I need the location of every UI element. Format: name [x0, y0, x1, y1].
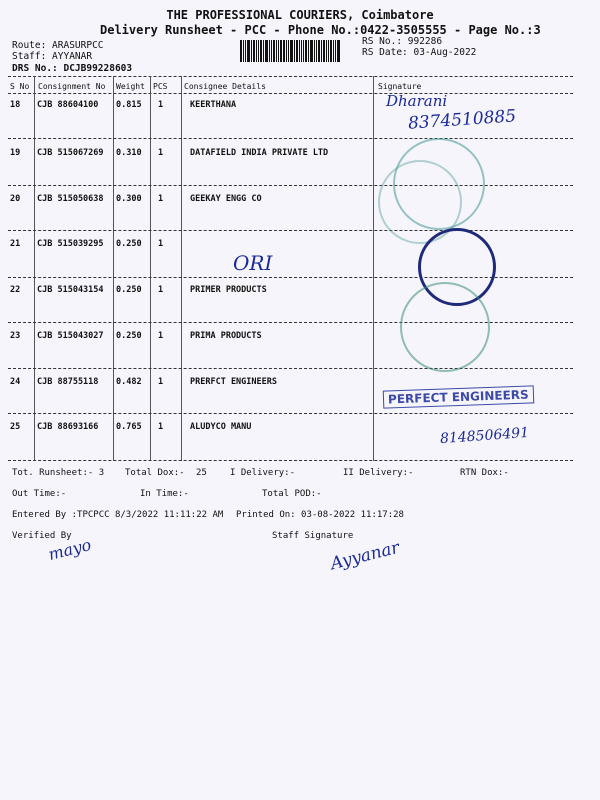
- barcode-bar: [318, 40, 320, 62]
- row-pcs: 1: [158, 422, 164, 432]
- row-consignment: CJB 88693166: [37, 422, 99, 432]
- staff-signature: Ayyanar: [328, 537, 402, 575]
- barcode-bar: [316, 40, 317, 62]
- row-weight: 0.300: [116, 194, 142, 204]
- barcode-bar: [245, 40, 246, 62]
- out-time: Out Time:-: [12, 489, 67, 499]
- barcode-bar: [278, 40, 279, 62]
- col-divider: [34, 76, 35, 461]
- barcode-bar: [271, 40, 272, 62]
- rs-number: RS No.: 992286: [362, 36, 443, 47]
- col-sno-header: S No: [10, 82, 30, 91]
- table-row: [0, 285, 600, 299]
- drs-number: DRS No.: DCJB99228603: [12, 63, 133, 74]
- barcode-bar: [301, 40, 302, 62]
- route-label: Route: ARASURPCC: [12, 40, 104, 51]
- barcode-bar: [263, 40, 264, 62]
- barcode-bar: [299, 40, 300, 62]
- row-weight: 0.482: [116, 377, 142, 387]
- row-consignment: CJB 88755118: [37, 377, 99, 387]
- table-row: [0, 331, 600, 345]
- barcode-bar: [310, 40, 313, 62]
- row-weight: 0.815: [116, 100, 142, 110]
- row-weight: 0.310: [116, 148, 142, 158]
- row-sno: 20: [10, 194, 21, 204]
- barcode-bar: [294, 40, 295, 62]
- ii-delivery: II Delivery:-: [343, 468, 414, 478]
- barcode-bar: [240, 40, 242, 62]
- tot-runsheet: Tot. Runsheet:- 3: [12, 468, 105, 478]
- barcode-bar: [265, 40, 268, 62]
- in-time: In Time:-: [140, 489, 189, 499]
- barcode-bar: [283, 40, 285, 62]
- row-consignee: GEEKAY ENGG CO: [190, 194, 262, 204]
- barcode: [240, 40, 354, 62]
- barcode-bar: [286, 40, 287, 62]
- i-delivery: I Delivery:-: [230, 468, 296, 478]
- printed-on: Printed On: 03-08-2022 11:17:28: [236, 510, 404, 520]
- row-consignment: CJB 515043027: [37, 331, 104, 341]
- staff-signature-label: Staff Signature: [272, 531, 354, 541]
- row-weight: 0.250: [116, 331, 142, 341]
- barcode-bar: [326, 40, 327, 62]
- col-divider: [113, 76, 114, 461]
- barcode-bar: [321, 40, 322, 62]
- row21-note: ORI: [233, 251, 273, 275]
- staff-label: Staff: AYYANAR: [12, 51, 93, 62]
- total-dox-label: Total Dox:-: [125, 468, 185, 478]
- rs-date: RS Date: 03-Aug-2022: [362, 47, 477, 58]
- col-signature-header: Signature: [378, 82, 422, 91]
- row-consignment: CJB 88604100: [37, 100, 99, 110]
- barcode-bar: [253, 40, 255, 62]
- col-pcs-header: PCS: [153, 82, 168, 91]
- barcode-bar: [273, 40, 275, 62]
- barcode-bar: [333, 40, 334, 62]
- company-seal-stamp: [400, 282, 490, 372]
- row-pcs: 1: [158, 194, 164, 204]
- row25-phone: 8148506491: [439, 424, 530, 448]
- col-divider: [150, 76, 151, 461]
- row-consignment: CJB 515043154: [37, 285, 104, 295]
- barcode-bar: [328, 40, 329, 62]
- table-bottom-rule: [8, 460, 573, 461]
- barcode-bar: [296, 40, 298, 62]
- verified-by-label: Verified By: [12, 531, 72, 541]
- rtn-dox: RTN Dox:-: [460, 468, 509, 478]
- row-consignee: DATAFIELD INDIA PRIVATE LTD: [190, 148, 329, 158]
- total-dox-value: 25: [196, 468, 207, 478]
- barcode-bar: [251, 40, 252, 62]
- row-consignment: CJB 515050638: [37, 194, 104, 204]
- barcode-bar: [323, 40, 325, 62]
- row-sno: 22: [10, 285, 21, 295]
- row-sno: 24: [10, 377, 21, 387]
- row-weight: 0.250: [116, 239, 142, 249]
- col-weight-header: Weight: [116, 82, 145, 91]
- table-row: [0, 239, 600, 253]
- barcode-bar: [303, 40, 304, 62]
- row-consignment: CJB 515039295: [37, 239, 104, 249]
- entered-by: Entered By :TPCPCC 8/3/2022 11:11:22 AM: [12, 510, 224, 520]
- row-sno: 23: [10, 331, 21, 341]
- row18-phone: 8374510885: [407, 106, 517, 134]
- col-consignment-header: Consignment No: [38, 82, 106, 91]
- row-weight: 0.765: [116, 422, 142, 432]
- barcode-bar: [288, 40, 289, 62]
- document-subtitle: Delivery Runsheet - PCC - Phone No.:0422-3505555 - Page No.:3: [100, 23, 541, 37]
- barcode-bar: [308, 40, 309, 62]
- row-sno: 25: [10, 422, 21, 432]
- row18-signature: Dharani: [386, 92, 448, 110]
- row-sno: 19: [10, 148, 21, 158]
- row-consignee: KEERTHANA: [190, 100, 237, 110]
- barcode-bar: [243, 40, 244, 62]
- row-pcs: 1: [158, 285, 164, 295]
- row-rule: [8, 413, 573, 414]
- row-rule: [8, 230, 573, 231]
- barcode-bar: [337, 40, 340, 62]
- barcode-bar: [247, 40, 250, 62]
- barcode-bar: [330, 40, 332, 62]
- barcode-bar: [256, 40, 257, 62]
- row-pcs: 1: [158, 331, 164, 341]
- col-consignee-header: Consignee Details: [184, 82, 266, 91]
- barcode-bar: [269, 40, 270, 62]
- row-sno: 18: [10, 100, 21, 110]
- row-pcs: 1: [158, 377, 164, 387]
- row-sno: 21: [10, 239, 21, 249]
- total-pod: Total POD:-: [262, 489, 322, 499]
- table-row: [0, 194, 600, 208]
- table-row: [0, 148, 600, 162]
- barcode-bar: [276, 40, 277, 62]
- row-consignee: PRIMER PRODUCTS: [190, 285, 267, 295]
- row-rule: [8, 368, 573, 369]
- table-header-rule: [8, 93, 573, 94]
- table-top-rule: [8, 76, 573, 77]
- barcode-bar: [290, 40, 293, 62]
- row-pcs: 1: [158, 239, 164, 249]
- barcode-bar: [305, 40, 307, 62]
- row-consignee: PRIMA PRODUCTS: [190, 331, 262, 341]
- row-consignment: CJB 515067269: [37, 148, 104, 158]
- col-divider: [181, 76, 182, 461]
- barcode-bar: [258, 40, 259, 62]
- document-title: THE PROFESSIONAL COURIERS, Coimbatore: [166, 8, 434, 22]
- col-divider: [373, 76, 374, 461]
- perfect-engineers-stamp: PERFECT ENGINEERS: [383, 385, 534, 408]
- row-consignee: ALUDYCO MANU: [190, 422, 252, 432]
- row-rule: [8, 185, 573, 186]
- row-weight: 0.250: [116, 285, 142, 295]
- row-consignee: PRERFCT ENGINEERS: [190, 377, 277, 387]
- verified-signature: mayo: [46, 535, 94, 564]
- row-pcs: 1: [158, 100, 164, 110]
- row-rule: [8, 138, 573, 139]
- barcode-bar: [314, 40, 315, 62]
- barcode-bar: [335, 40, 336, 62]
- barcode-bar: [280, 40, 282, 62]
- barcode-bar: [260, 40, 262, 62]
- row-pcs: 1: [158, 148, 164, 158]
